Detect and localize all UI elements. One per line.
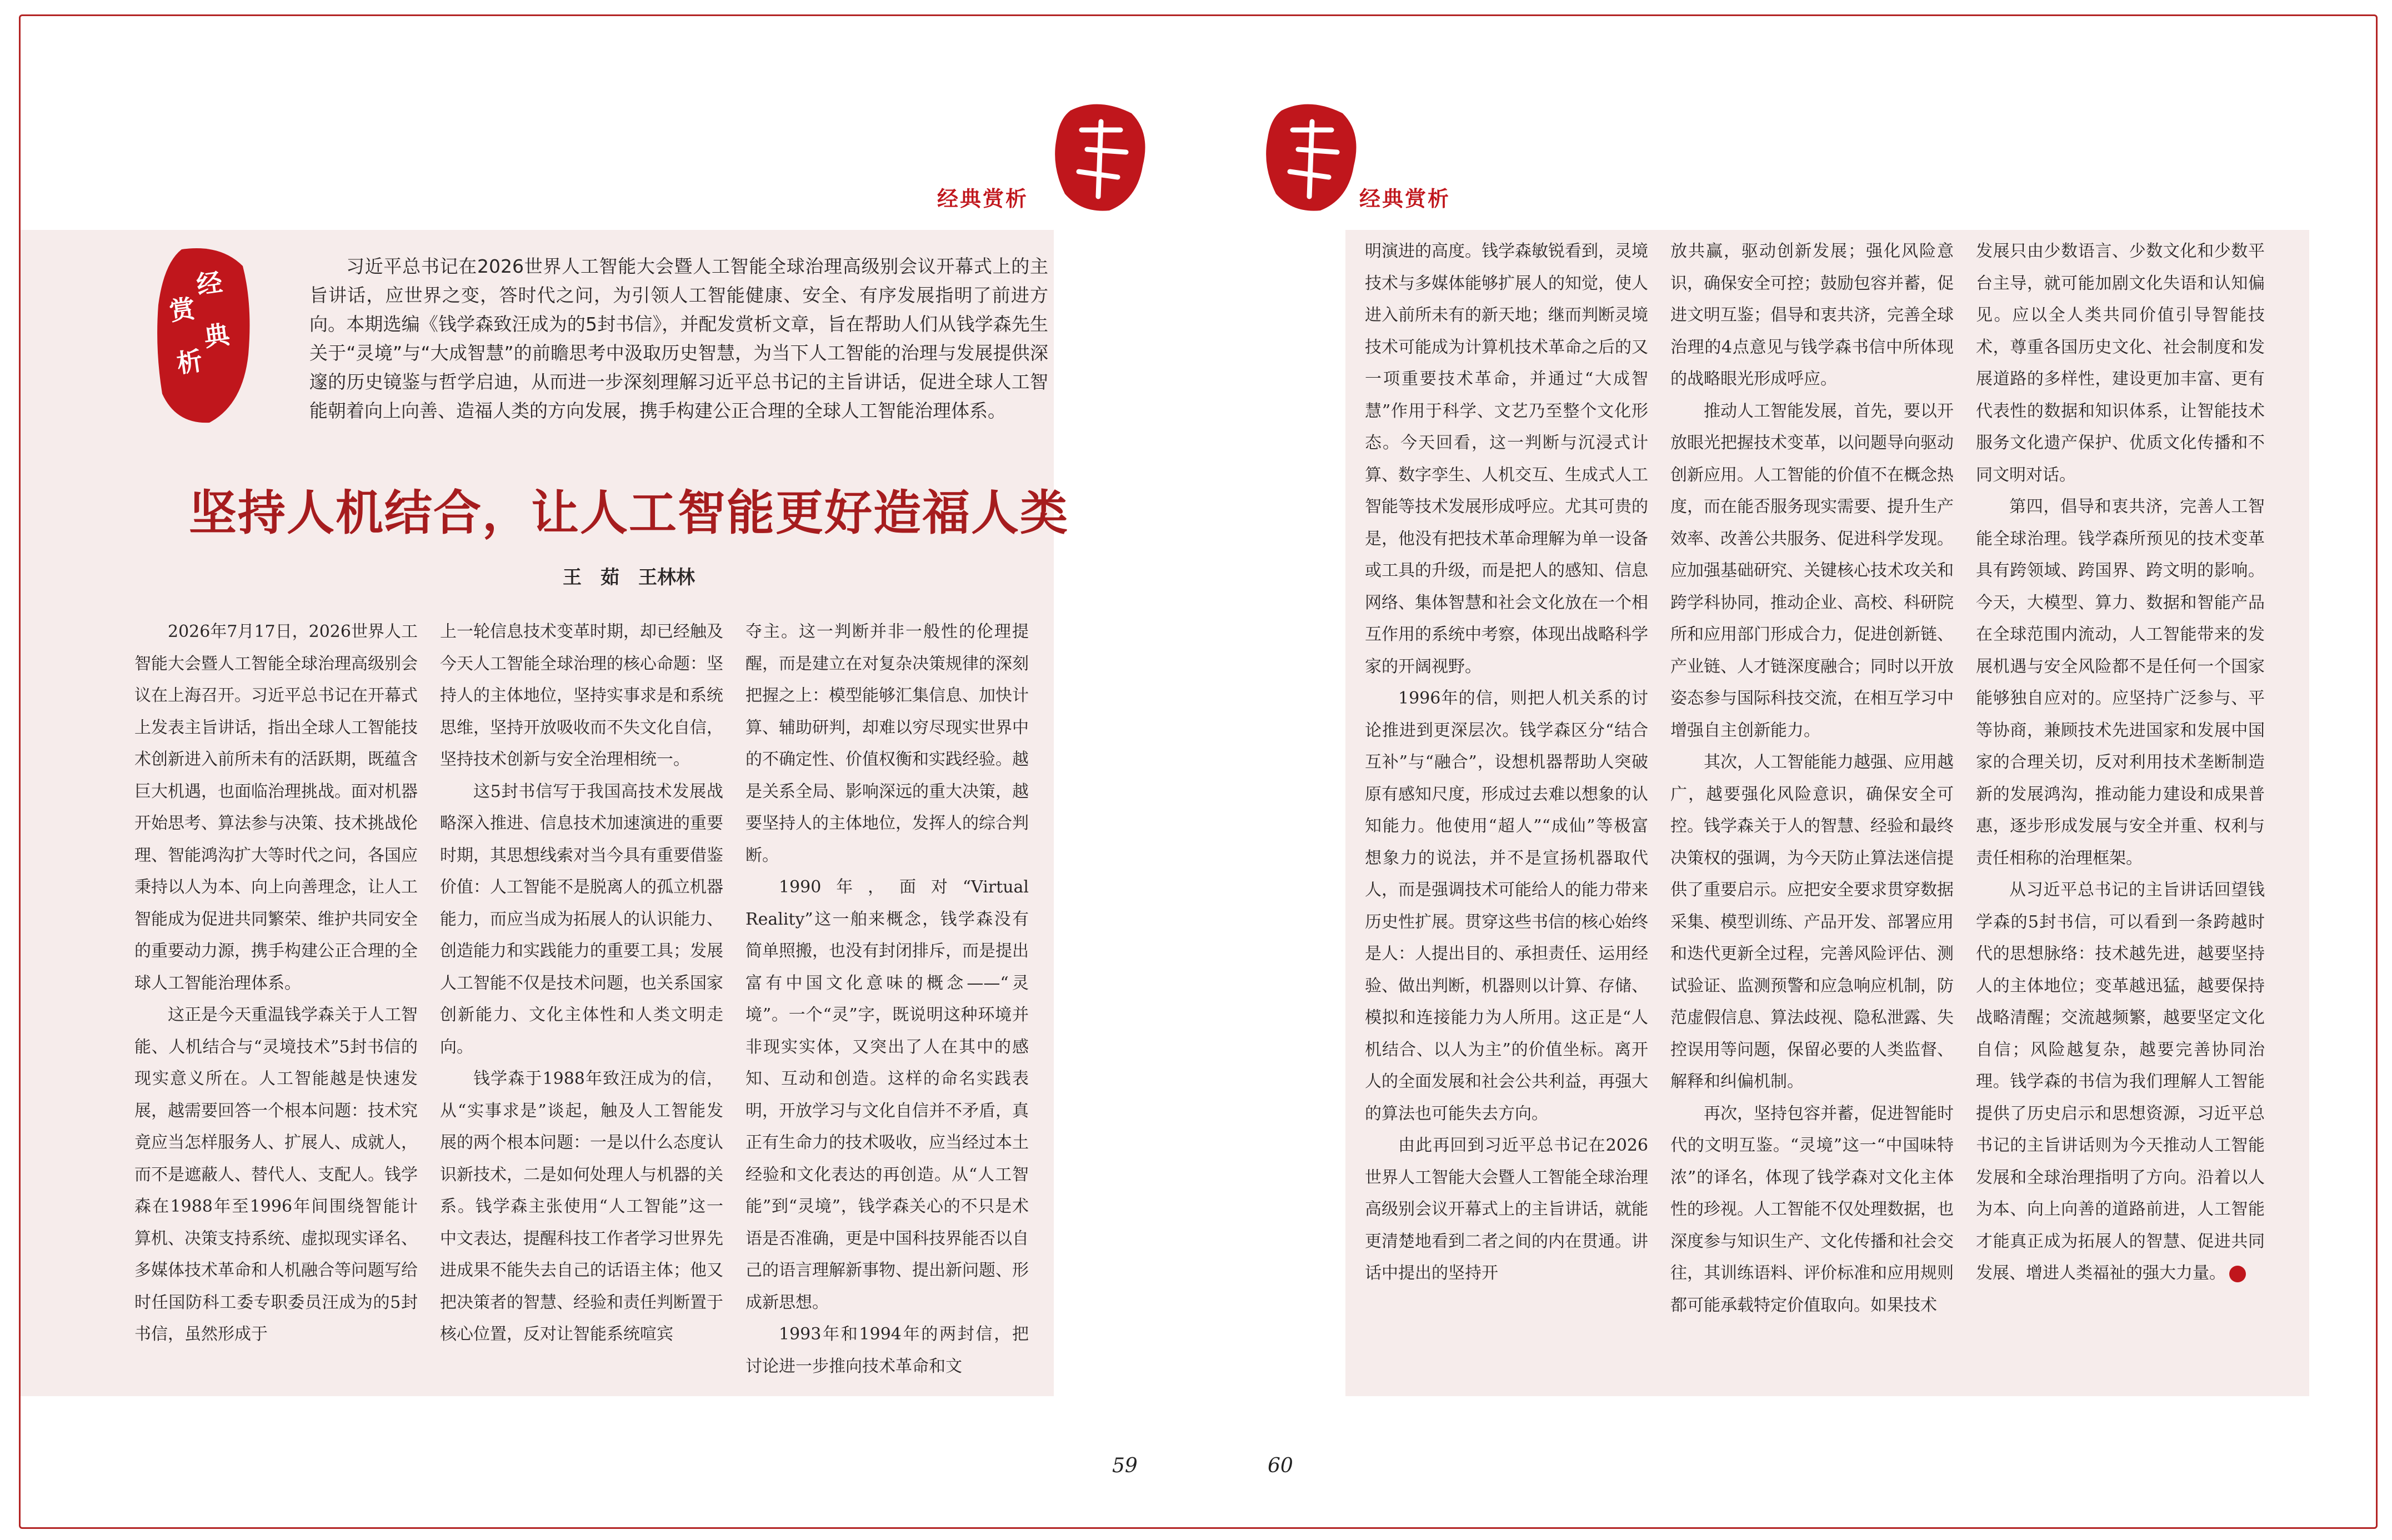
left-column-3 xyxy=(745,616,1029,1393)
right-column-3 xyxy=(1976,235,2265,1391)
paragraph: 上一轮信息技术变革时期，却已经触及今天人工智能全球治理的核心命题：坚持人的主体地位，坚持实事求是和系统思维，坚持开放吸收而不失文化自信，坚持技术创新与安全治理相统一。 xyxy=(440,622,723,769)
paragraph: 再次，坚持包容并蓄，促进智能时代的文明互鉴。“灵境”这一“中国味特浓”的译名，体现了钱学森对文化主体性的珍视。人工智能不仅处理数据，也深度参与知识生产、文化传播和社会交往，其训练语料、评价标准和应用规则都可能承载特定价值取向。如果技术 xyxy=(1670,1103,1954,1315)
paragraph: 这5封书信写于我国高技术发展战略深入推进、信息技术加速演进的重要时期，其思想线索对当今具有重要借鉴价值：人工智能不是脱离人的孤立机器能力，而应当成为拓展人的认识能力、创造能力和实践能力的重要工具；发展人工智能不仅是技术问题，也关系国家创新能力、文化主体性和人类文明走向。 xyxy=(440,781,723,1057)
paragraph: 这正是今天重温钱学森关于人工智能、人机结合与“灵境技术”5封书信的现实意义所在。人工智能越是快速发展，越需要回答一个根本问题：技术究竟应当怎样服务人、扩展人、成就人，而不是遮蔽人、替代人、支配人。钱学森在1988年至1996年间围绕智能计算机、决策支持系统、虚拟现实译名、多媒体技术革命和人机融合等问题写给时任国防科工委专职委员汪成为的5封书信，虽然形成于 xyxy=(134,1005,418,1344)
paragraph: 明演进的高度。钱学森敏锐看到，灵境技术与多媒体能够扩展人的知觉，使人进入前所未有的新天地；继而判断灵境技术可能成为计算机技术革命之后的又一项重要技术革命，并通过“大成智慧”作用于科学、文艺乃至整个文化形态。今天回看，这一判断与沉浸式计算、数字孪生、人机交互、生成式人工智能等技术发展形成呼应。尤其可贵的是，他没有把技术革命理解为单一设备或工具的升级，而是把人的感知、信息网络、集体智慧和社会文化放在一个相互作用的系统中考察，体现出战略科学家的开阔视野。 xyxy=(1365,242,1648,676)
end-mark-icon xyxy=(2229,1266,2246,1282)
final-paragraph-text: 从习近平总书记的主旨讲话回望钱学森的5封书信，可以看到一条跨越时代的思想脉络：技术越先进，越要坚持人的主体地位；变革越迅猛，越要保持战略清醒；交流越频繁，越要坚定文化自信；风险越复杂，越要完善协同治理。钱学森的书信为我们理解人工智能提供了历史启示和思想资源，习近平总书记的主旨讲话则为今天推动人工智能发展和全球治理指明了方向。沿着以人为本、向上向善的道路前进，人工智能才能真正成为拓展人的智慧、促进共同发展、增进人类福祉的强大力量。 xyxy=(1976,880,2265,1283)
paragraph: 第四，倡导和衷共济，完善人工智能全球治理。钱学森所预见的技术变革具有跨领域、跨国界、跨文明的影响。今天，大模型、算力、数据和智能产品在全球范围内流动，人工智能带来的发展机遇与安全风险都不是任何一个国家能够独自应对的。应坚持广泛参与、平等协商，兼顾技术先进国家和发展中国家的合理关切，反对利用技术垄断制造新的发展鸿沟，推动能力建设和成果普惠，逐步形成发展与安全并重、权利与责任相称的治理框架。 xyxy=(1976,497,2265,868)
paragraph: 2026年7月17日，2026世界人工智能大会暨人工智能全球治理高级别会议在上海召开。习近平总书记在开幕式上发表主旨讲话，指出全球人工智能技术创新进入前所未有的活跃期，既蕴含巨大机遇，也面临治理挑战。面对机器开始思考、算法参与决策、技术挑战伦理、智能鸿沟扩大等时代之问，各国应秉持以人为本、向上向善理念，让人工智能成为促进共同繁荣、维护共同安全的重要动力源，携手构建公正合理的全球人工智能治理体系。 xyxy=(134,622,418,993)
paragraph: 发展只由少数语言、少数文化和少数平台主导，就可能加剧文化失语和认知偏见。应以全人类共同价值引导智能技术，尊重各国历史文化、社会制度和发展道路的多样性，建设更加丰富、更有代表性的数据和知识体系，让智能技术服务文化遗产保护、优质文化传播和不同文明对话。 xyxy=(1976,242,2265,485)
paragraph: 1993年和1994年的两封信，把讨论进一步推向技术革命和文 xyxy=(745,1325,1029,1376)
paragraph: 夺主。这一判断并非一般性的伦理提醒，而是建立在对复杂决策规律的深刻把握之上：模型能够汇集信息、加快计算、辅助研判，却难以穷尽现实世界中的不确定性、价值权衡和实践经验。越是关系全局、影响深远的重大决策，越要坚持人的主体地位，发挥人的综合判断。 xyxy=(745,622,1029,865)
left-column-2 xyxy=(440,616,723,1393)
magazine-spread xyxy=(19,14,2378,1529)
paragraph: 推动人工智能发展，首先，要以开放眼光把握技术变革，以问题导向驱动创新应用。人工智能的价值不在概念热度，而在能否服务现实需要、提升生产效率、改善公共服务、促进科学发现。应加强基础研究、关键核心技术攻关和跨学科协同，推动企业、高校、科研院所和应用部门形成合力，促进创新链、产业链、人才链深度融合；同时以开放姿态参与国际科技交流，在相互学习中增强自主创新能力。 xyxy=(1670,401,1954,740)
left-column-1 xyxy=(134,616,418,1393)
paragraph: 钱学森于1988年致汪成为的信，从“实事求是”谈起，触及人工智能发展的两个根本问题：一是以什么态度认识新技术，二是如何处理人与机器的关系。钱学森主张使用“人工智能”这一中文表达，提醒科技工作者学习世界先进成果不能失去自己的话语主体；他又把决策者的智慧、经验和责任判断置于核心位置，反对让智能系统喧宾 xyxy=(440,1069,723,1344)
paragraph xyxy=(1976,874,2265,1290)
paragraph: 由此再回到习近平总书记在2026世界人工智能大会暨人工智能全球治理高级别会议开幕式上的主旨讲话，就能更清楚地看到二者之间的内在贯通。讲话中提出的坚持开 xyxy=(1365,1136,1648,1283)
page-number-left: 59 xyxy=(1112,1454,1138,1477)
section-label-left: 经典赏析 xyxy=(937,187,1029,211)
paragraph: 其次，人工智能能力越强、应用越广，越要强化风险意识，确保安全可控。钱学森关于人的智慧、经验和最终决策权的强调，为今天防止算法迷信提供了重要启示。应把安全要求贯穿数据采集、模型训练、产品开发、部署应用和迭代更新全过程，完善风险评估、测试验证、监测预警和应急响应机制，防范虚假信息、算法歧视、隐私泄露、失控误用等问题，保留必要的人类监督、解释和纠偏机制。 xyxy=(1670,753,1954,1091)
paragraph: 1996年的信，则把人机关系的讨论推进到更深层次。钱学森区分“结合互补”与“融合”，设想机器帮助人突破原有感知尺度，形成过去难以想象的认知能力。他使用“超人”“成仙”等极富想象力的说法，并不是宣扬机器取代人，而是强调技术可能给人的能力带来历史性扩展。贯穿这些书信的核心始终是人：人提出目的、承担责任、运用经验、做出判断，机器则以计算、存储、模拟和连接能力为人所用。这正是“人机结合、以人为主”的价值坐标。离开人的全面发展和社会公共利益，再强大的算法也可能失去方向。 xyxy=(1365,689,1648,1123)
red-stamp-seal-icon xyxy=(154,244,254,427)
right-column-2 xyxy=(1670,235,1954,1391)
page-number-right: 60 xyxy=(1268,1454,1293,1477)
header-left xyxy=(937,99,1215,227)
header-right xyxy=(1259,99,1537,227)
article-title: 坚持人机结合，让人工智能更好造福人类 xyxy=(189,485,1069,541)
paragraph: 放共赢，驱动创新发展；强化风险意识，确保安全可控；鼓励包容并蓄，促进文明互鉴；倡导和衷共济，完善全球治理的4点意见与钱学森书信中所体现的战略眼光形成呼应。 xyxy=(1670,242,1954,389)
seal-text: 经典赏析 xyxy=(167,267,232,379)
red-ink-seal-icon xyxy=(1259,99,1365,216)
red-ink-seal-icon xyxy=(1048,99,1154,216)
article-authors: 王 茹 王林林 xyxy=(563,566,695,589)
paragraph: 1990年，面对“Virtual Reality”这一舶来概念，钱学森没有简单照搬，也没有封闭排斥，而是提出富有中国文化意味的概念——“灵境”。一个“灵”字，既说明这种环境并非现实实体，又突出了人在其中的感知、互动和创造。这样的命名实践表明，开放学习与文化自信并不矛盾，真正有生命力的技术吸收，应当经过本土经验和文化表达的再创造。从“人工智能”到“灵境”，钱学森关心的不只是术语是否准确，更是中国科技界能否以自己的语言理解新事物、提出新问题、形成新思想。 xyxy=(745,877,1029,1312)
section-label-right: 经典赏析 xyxy=(1359,187,1451,211)
intro-paragraph: 习近平总书记在2026世界人工智能大会暨人工智能全球治理高级别会议开幕式上的主旨讲话，应世界之变，答时代之问，为引领人工智能健康、安全、有序发展指明了前进方向。本期选编《钱学森致汪成为的5封书信》，并配发赏析文章，旨在帮助人们从钱学森先生关于“灵境”与“大成智慧”的前瞻思考中汲取历史智慧，为当下人工智能的治理与发展提供深邃的历史镜鉴与哲学启迪，从而进一步深刻理解习近平总书记的主旨讲话，促进全球人工智能朝着向上向善、造福人类的方向发展，携手构建公正合理的全球人工智能治理体系。 xyxy=(309,255,1048,422)
right-column-1 xyxy=(1365,235,1648,1391)
